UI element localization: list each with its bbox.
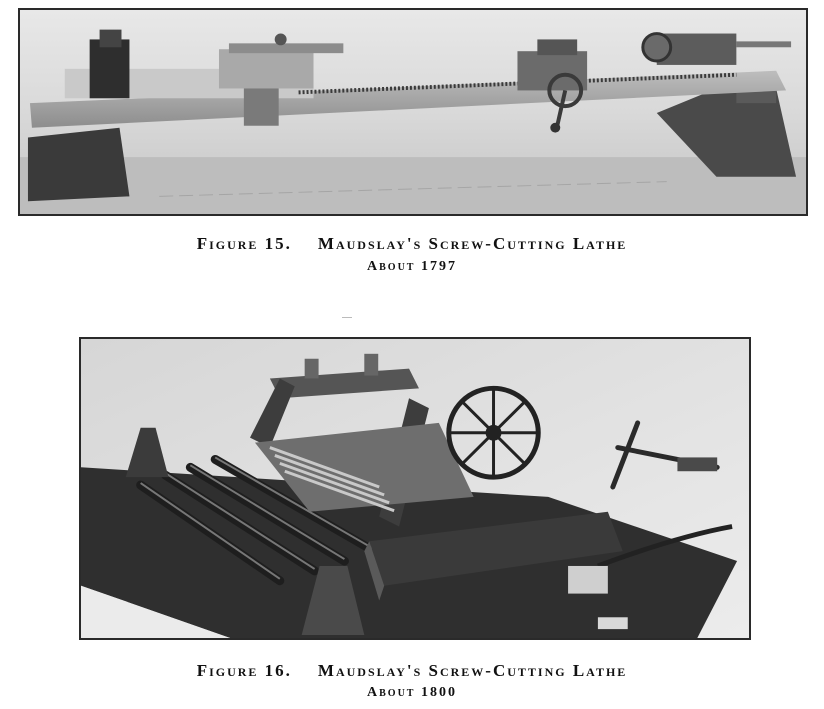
figure-16-title: Maudslay's Screw-Cutting Lathe	[317, 661, 628, 680]
lathe-1797-image	[20, 10, 806, 214]
figure-15-label: Figure 15.	[196, 234, 292, 253]
figure-15-caption-title	[0, 234, 824, 254]
lathe-1800-image	[81, 339, 749, 638]
figure-16-caption-date: About 1800	[367, 685, 457, 700]
figure-16-caption-title	[0, 661, 824, 681]
figure-15-title: Maudslay's Screw-Cutting Lathe	[317, 234, 628, 253]
page-speck	[342, 317, 352, 318]
figure-15-photo	[18, 8, 808, 216]
figure-16-label: Figure 16.	[196, 661, 292, 680]
figure-15-caption-date: About 1797	[367, 259, 457, 274]
figure-16-photo	[79, 337, 751, 640]
